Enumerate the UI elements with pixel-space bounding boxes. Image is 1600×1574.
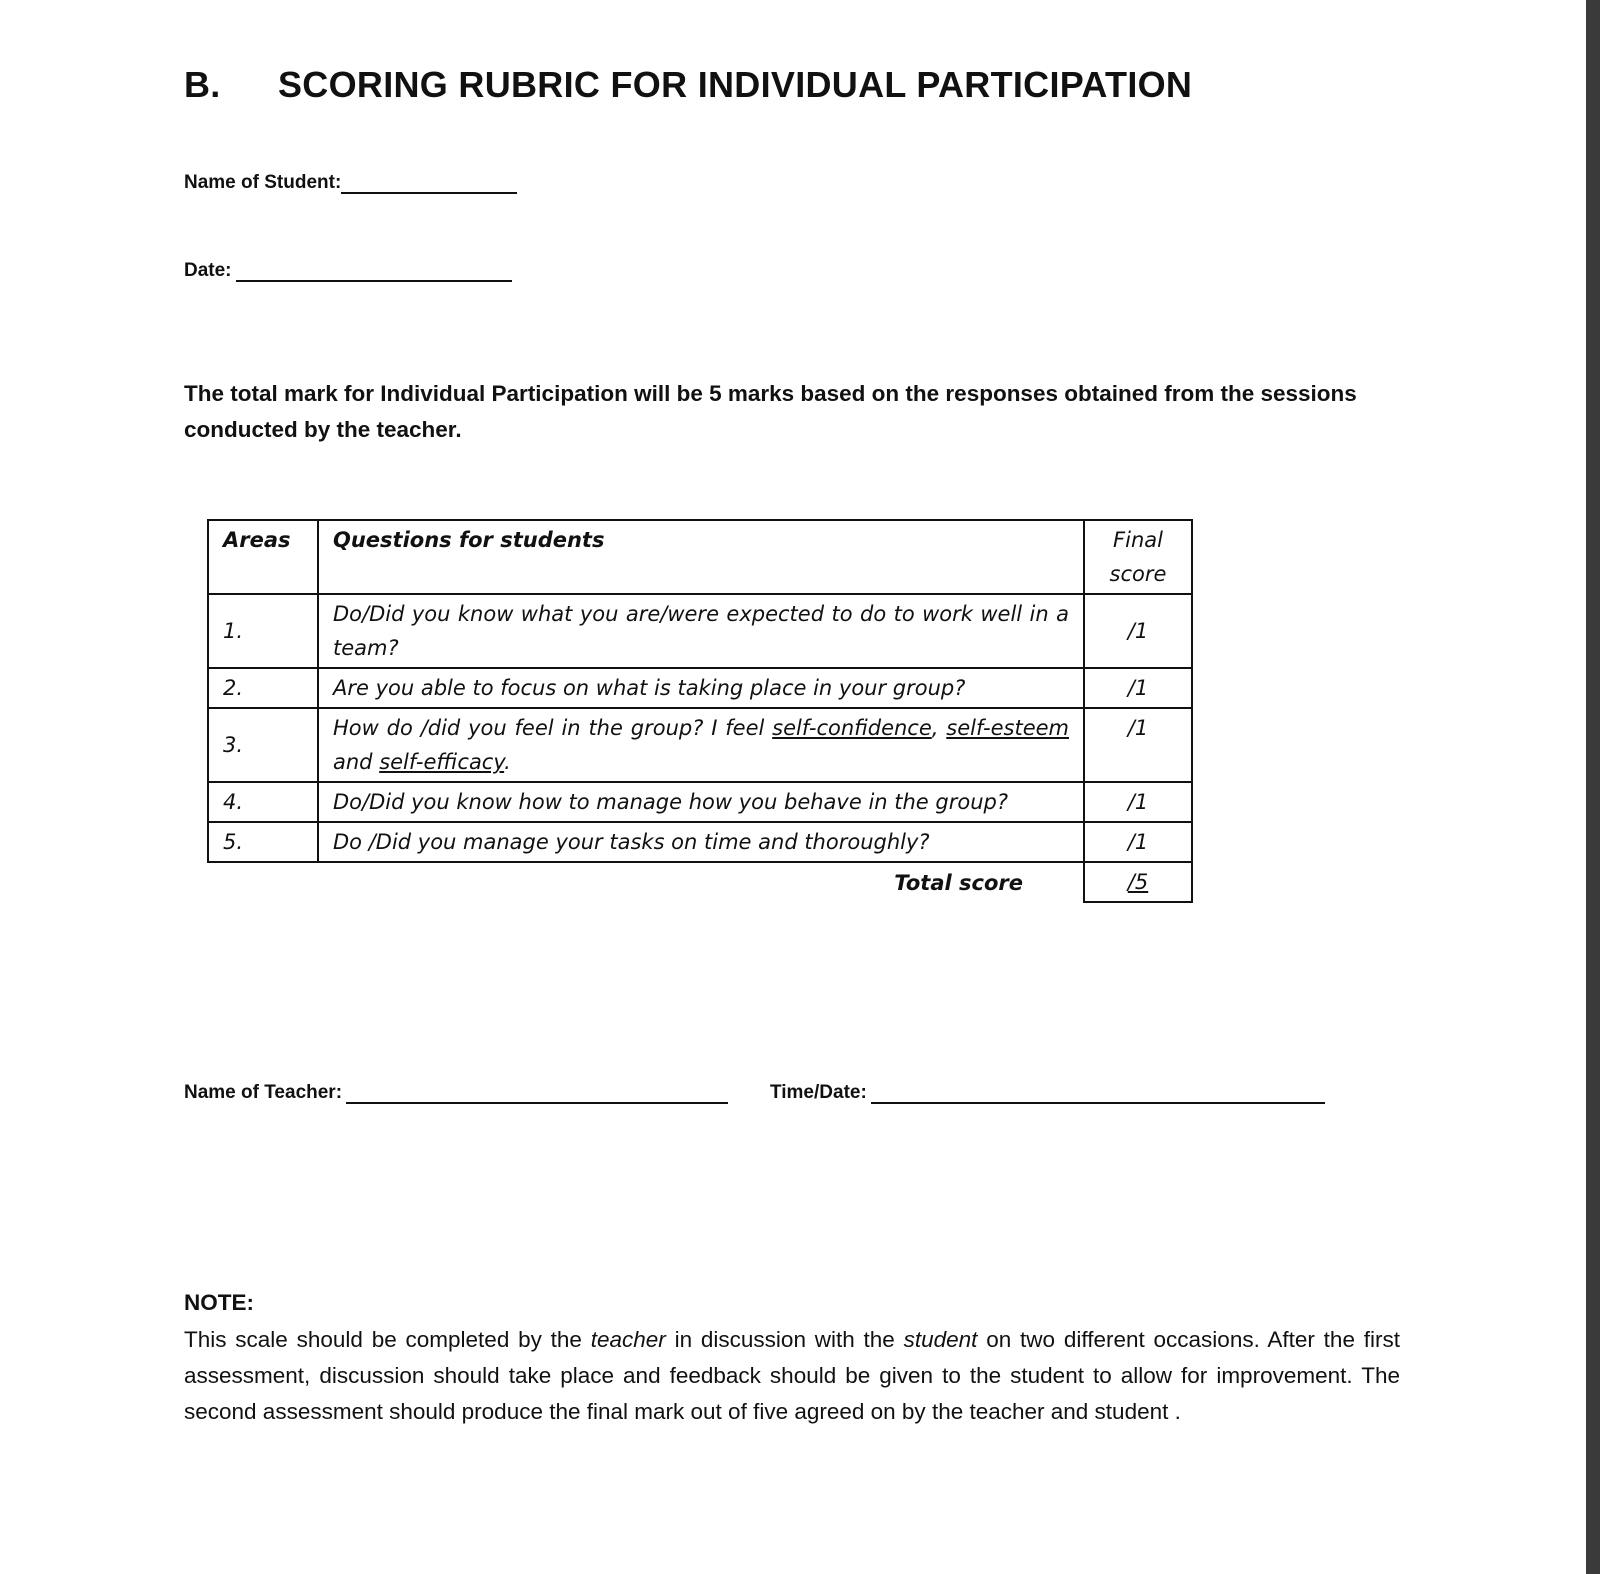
time-date-label: Time/Date: xyxy=(770,1082,867,1103)
teacher-name-field[interactable] xyxy=(184,1082,728,1104)
table-row xyxy=(208,668,1192,708)
student-name-field[interactable] xyxy=(184,172,517,194)
total-score-label: Total score xyxy=(894,870,1023,895)
time-date-field[interactable] xyxy=(770,1082,1325,1104)
term-self-efficacy: self-efficacy xyxy=(379,750,505,774)
table-header-row xyxy=(208,520,1192,594)
area-number: 4. xyxy=(208,782,318,822)
question-end: . xyxy=(504,750,511,774)
date-field[interactable] xyxy=(184,260,512,282)
note-text-1: This scale should be completed by the xyxy=(184,1327,591,1352)
score-cell: /1 xyxy=(1084,594,1192,668)
question-text: Do/Did you know what you are/were expected to do to work well in a team? xyxy=(318,594,1084,668)
teacher-name-label: Name of Teacher: xyxy=(184,1082,343,1103)
student-name-blank[interactable] xyxy=(341,174,517,194)
student-name-label: Name of Student: xyxy=(184,172,342,193)
table-row xyxy=(208,708,1192,782)
area-number: 2. xyxy=(208,668,318,708)
header-final-score: Final score xyxy=(1084,520,1192,594)
area-number: 5. xyxy=(208,822,318,862)
section-title: SCORING RUBRIC FOR INDIVIDUAL PARTICIPATION xyxy=(278,64,1193,105)
note-text-3: on two different occasions. After the first assessment, discussion should take place and feedback should be given to the student to allow for improvement. The second assessment should produce the final mark out of five agreed on by the teacher and student . xyxy=(184,1327,1400,1424)
rubric-table xyxy=(207,519,1193,903)
question-text: Are you able to focus on what is taking place in your group? xyxy=(318,668,1084,708)
header-areas: Areas xyxy=(208,520,318,594)
question-text: Do /Did you manage your tasks on time and thoroughly? xyxy=(318,822,1084,862)
term-self-esteem: self-esteem xyxy=(946,716,1069,740)
total-score-value xyxy=(1084,862,1192,902)
question-text: Do/Did you know how to manage how you behave in the group? xyxy=(318,782,1084,822)
score-cell: /1 xyxy=(1084,782,1192,822)
page-title xyxy=(184,64,1192,106)
area-number: 1. xyxy=(208,594,318,668)
and-text: and xyxy=(333,750,380,774)
question-prefix: How do /did you feel in the group? I feel xyxy=(333,716,773,740)
total-row xyxy=(208,862,1192,902)
table-row xyxy=(208,782,1192,822)
date-label: Date: xyxy=(184,260,232,281)
note-teacher-word: teacher xyxy=(590,1327,666,1352)
note-student-word: student xyxy=(903,1327,978,1352)
time-date-blank[interactable] xyxy=(871,1084,1325,1104)
total-spacer xyxy=(208,862,318,902)
area-number: 3. xyxy=(208,708,318,782)
score-cell: /1 xyxy=(1084,822,1192,862)
teacher-name-blank[interactable] xyxy=(346,1084,728,1104)
question-text xyxy=(318,708,1084,782)
date-blank[interactable] xyxy=(236,262,512,282)
table-row xyxy=(208,594,1192,668)
score-cell: /1 xyxy=(1084,668,1192,708)
score-cell: /1 xyxy=(1084,708,1192,782)
total-score-text: /5 xyxy=(1127,870,1149,894)
note-title: NOTE: xyxy=(184,1290,254,1315)
window-edge xyxy=(1586,0,1600,1574)
comma-separator: , xyxy=(931,716,947,740)
intro-paragraph: The total mark for Individual Participation will be 5 marks based on the responses obtained from the sessions conducted by the teacher. xyxy=(184,381,1357,442)
note-text-2: in discussion with the xyxy=(665,1327,904,1352)
note-body xyxy=(184,1322,1400,1430)
term-self-confidence: self-confidence xyxy=(772,716,932,740)
table-row xyxy=(208,822,1192,862)
section-letter: B. xyxy=(184,64,221,105)
header-questions: Questions for students xyxy=(318,520,1084,594)
